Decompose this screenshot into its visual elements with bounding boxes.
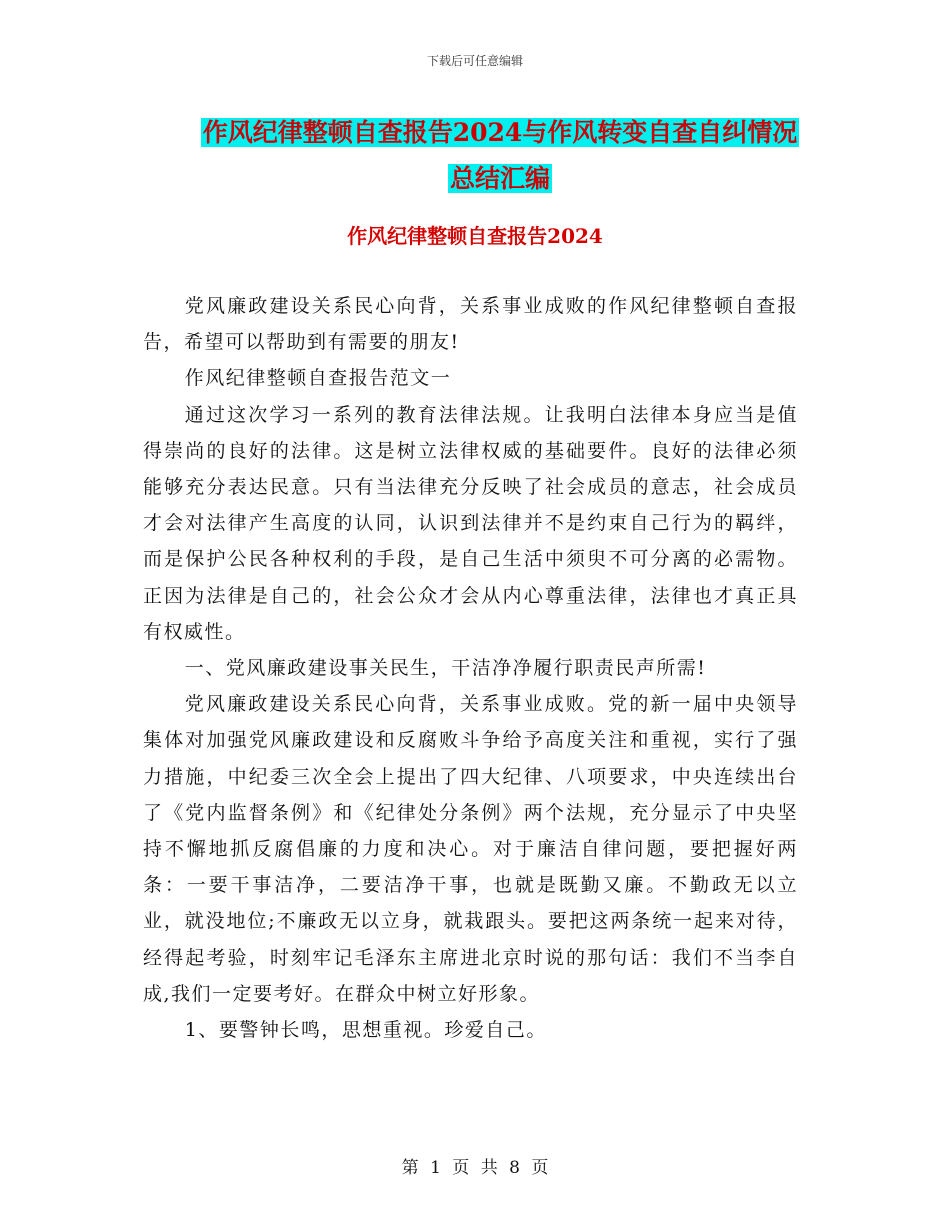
paragraph-party-conduct: 党风廉政建设关系民心向背，关系事业成败。党的新一届中央领导集体对加强党风廉政建设和反腐败斗争给予高度关注和重视，实行了强力措施，中纪委三次全会上提出了四大纪律、八项要求，中央连续出台了《党内监督条例》和《纪律处分条例》两个法规，充分显示了中央坚持不懈地抓反腐倡廉的力度和决心。对于廉洁自律问题，要把握好两条：一要干事洁净，二要洁净干事，也就是既勤又廉。不勤政无以立业，就没地位;不廉政无以立身，就栽跟头。要把这两条统一起来对待，经得起考验，时刻牢记毛泽东主席进北京时说的那句话：我们不当李自成,我们一定要考好。在群众中树立好形象。 [143, 693, 798, 1005]
paragraph-subheading: 作风纪律整顿自查报告范文一 [184, 367, 452, 390]
paragraph-point-one: 1、要警钟长鸣，思想重视。珍爱自己。 [184, 1019, 547, 1042]
document-title [150, 110, 850, 202]
document-title-line-2: 总结汇编 [449, 164, 550, 193]
body-text [143, 288, 798, 1048]
section-title: 作风纪律整顿自查报告2024 [347, 224, 603, 248]
page-indicator: 第 1 页 共 8 页 [401, 1158, 549, 1178]
paragraph-heading-one: 一、党风廉政建设事关民生，干洁净净履行职责民声所需! [184, 657, 707, 680]
header-note: 下载后可任意编辑 [426, 54, 523, 68]
document-title-line-1: 作风纪律整顿自查报告2024与作风转变自查自纠情况 [202, 118, 798, 147]
paragraph-law-study: 通过这次学习一系列的教育法律法规。让我明白法律本身应当是值得崇尚的良好的法律。这是树立法律权威的基础要件。良好的法律必须能够充分表达民意。只有当法律充分反映了社会成员的意志，社会成员才会对法律产生高度的认同，认识到法律并不是约束自己行为的羁绊，而是保护公民各种权利的手段，是自己生活中须臾不可分离的必需物。正因为法律是自己的，社会公众才会从内心尊重法律，法律也才真正具有权威性。 [143, 403, 798, 643]
paragraph-intro: 党风廉政建设关系民心向背，关系事业成败的作风纪律整顿自查报告，希望可以帮助到有需要的朋友! [143, 295, 798, 354]
